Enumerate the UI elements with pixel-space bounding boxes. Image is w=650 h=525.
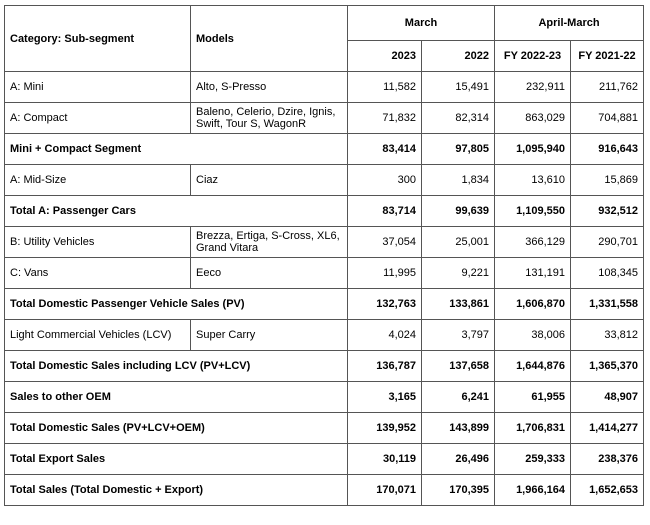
cell-fy-2022-23: 259,333 — [495, 444, 571, 475]
cell-fy-2022-23: 1,966,164 — [495, 475, 571, 506]
cell-march-2022: 15,491 — [422, 72, 495, 103]
cell-march-2023: 4,024 — [348, 320, 422, 351]
cell-fy-2021-22: 108,345 — [571, 258, 644, 289]
sales-table-container — [4, 5, 644, 506]
table-row-subtotal — [5, 382, 644, 413]
cell-fy-2021-22: 48,907 — [571, 382, 644, 413]
cell-fy-2021-22: 15,869 — [571, 165, 644, 196]
table-row-grand-total — [5, 475, 644, 506]
cell-march-2022: 99,639 — [422, 196, 495, 227]
cell-fy-2021-22: 932,512 — [571, 196, 644, 227]
row-category: A: Mid-Size — [5, 165, 191, 196]
header-fy-2021-22: FY 2021-22 — [571, 41, 644, 72]
cell-march-2022: 25,001 — [422, 227, 495, 258]
row-category: Total Export Sales — [5, 444, 348, 475]
cell-fy-2022-23: 1,606,870 — [495, 289, 571, 320]
cell-fy-2022-23: 1,706,831 — [495, 413, 571, 444]
cell-fy-2021-22: 704,881 — [571, 103, 644, 134]
sales-table — [4, 5, 644, 506]
cell-march-2023: 136,787 — [348, 351, 422, 382]
row-category: C: Vans — [5, 258, 191, 289]
row-category: B: Utility Vehicles — [5, 227, 191, 258]
cell-fy-2021-22: 1,652,653 — [571, 475, 644, 506]
table-row-subtotal — [5, 444, 644, 475]
cell-fy-2021-22: 1,414,277 — [571, 413, 644, 444]
cell-fy-2021-22: 238,376 — [571, 444, 644, 475]
cell-march-2023: 11,582 — [348, 72, 422, 103]
cell-fy-2022-23: 131,191 — [495, 258, 571, 289]
table-row — [5, 103, 644, 134]
row-category: Total A: Passenger Cars — [5, 196, 348, 227]
cell-fy-2021-22: 1,365,370 — [571, 351, 644, 382]
table-row-subtotal — [5, 351, 644, 382]
table-row — [5, 72, 644, 103]
cell-fy-2022-23: 13,610 — [495, 165, 571, 196]
header-april-march: April-March — [495, 6, 644, 41]
cell-march-2022: 170,395 — [422, 475, 495, 506]
table-row-subtotal — [5, 134, 644, 165]
cell-march-2023: 37,054 — [348, 227, 422, 258]
cell-march-2023: 83,414 — [348, 134, 422, 165]
header-category: Category: Sub-segment — [5, 6, 191, 72]
cell-march-2023: 83,714 — [348, 196, 422, 227]
row-models: Ciaz — [191, 165, 348, 196]
cell-fy-2022-23: 1,095,940 — [495, 134, 571, 165]
cell-march-2022: 1,834 — [422, 165, 495, 196]
header-year-2022: 2022 — [422, 41, 495, 72]
cell-fy-2022-23: 1,644,876 — [495, 351, 571, 382]
table-row-subtotal — [5, 196, 644, 227]
cell-fy-2022-23: 863,029 — [495, 103, 571, 134]
row-category: A: Mini — [5, 72, 191, 103]
cell-march-2023: 300 — [348, 165, 422, 196]
row-category: Total Domestic Passenger Vehicle Sales (PV) — [5, 289, 348, 320]
cell-fy-2022-23: 61,955 — [495, 382, 571, 413]
cell-march-2022: 143,899 — [422, 413, 495, 444]
cell-fy-2022-23: 38,006 — [495, 320, 571, 351]
cell-march-2023: 11,995 — [348, 258, 422, 289]
cell-march-2022: 9,221 — [422, 258, 495, 289]
row-category: Total Sales (Total Domestic + Export) — [5, 475, 348, 506]
cell-fy-2021-22: 1,331,558 — [571, 289, 644, 320]
cell-march-2022: 137,658 — [422, 351, 495, 382]
row-models: Alto, S-Presso — [191, 72, 348, 103]
cell-march-2022: 6,241 — [422, 382, 495, 413]
cell-fy-2021-22: 916,643 — [571, 134, 644, 165]
cell-fy-2022-23: 1,109,550 — [495, 196, 571, 227]
cell-march-2022: 97,805 — [422, 134, 495, 165]
cell-fy-2022-23: 232,911 — [495, 72, 571, 103]
row-category: Sales to other OEM — [5, 382, 348, 413]
row-category: Light Commercial Vehicles (LCV) — [5, 320, 191, 351]
table-row-subtotal — [5, 413, 644, 444]
table-row — [5, 227, 644, 258]
row-models: Baleno, Celerio, Dzire, Ignis, Swift, Tour S, WagonR — [191, 103, 348, 134]
cell-march-2022: 82,314 — [422, 103, 495, 134]
table-row — [5, 320, 644, 351]
cell-march-2023: 3,165 — [348, 382, 422, 413]
row-category: Total Domestic Sales including LCV (PV+LCV) — [5, 351, 348, 382]
cell-march-2023: 30,119 — [348, 444, 422, 475]
cell-march-2022: 26,496 — [422, 444, 495, 475]
header-year-2023: 2023 — [348, 41, 422, 72]
header-row-groups — [5, 6, 644, 41]
cell-fy-2021-22: 211,762 — [571, 72, 644, 103]
cell-march-2023: 139,952 — [348, 413, 422, 444]
cell-fy-2022-23: 366,129 — [495, 227, 571, 258]
header-march: March — [348, 6, 495, 41]
header-models: Models — [191, 6, 348, 72]
table-row-subtotal — [5, 289, 644, 320]
table-row — [5, 258, 644, 289]
row-category: Mini + Compact Segment — [5, 134, 348, 165]
cell-march-2023: 132,763 — [348, 289, 422, 320]
row-models: Eeco — [191, 258, 348, 289]
row-category: Total Domestic Sales (PV+LCV+OEM) — [5, 413, 348, 444]
cell-fy-2021-22: 33,812 — [571, 320, 644, 351]
row-category: A: Compact — [5, 103, 191, 134]
table-row — [5, 165, 644, 196]
row-models: Brezza, Ertiga, S-Cross, XL6, Grand Vitara — [191, 227, 348, 258]
header-fy-2022-23: FY 2022-23 — [495, 41, 571, 72]
cell-march-2022: 3,797 — [422, 320, 495, 351]
row-models: Super Carry — [191, 320, 348, 351]
cell-march-2023: 71,832 — [348, 103, 422, 134]
cell-march-2023: 170,071 — [348, 475, 422, 506]
cell-march-2022: 133,861 — [422, 289, 495, 320]
cell-fy-2021-22: 290,701 — [571, 227, 644, 258]
